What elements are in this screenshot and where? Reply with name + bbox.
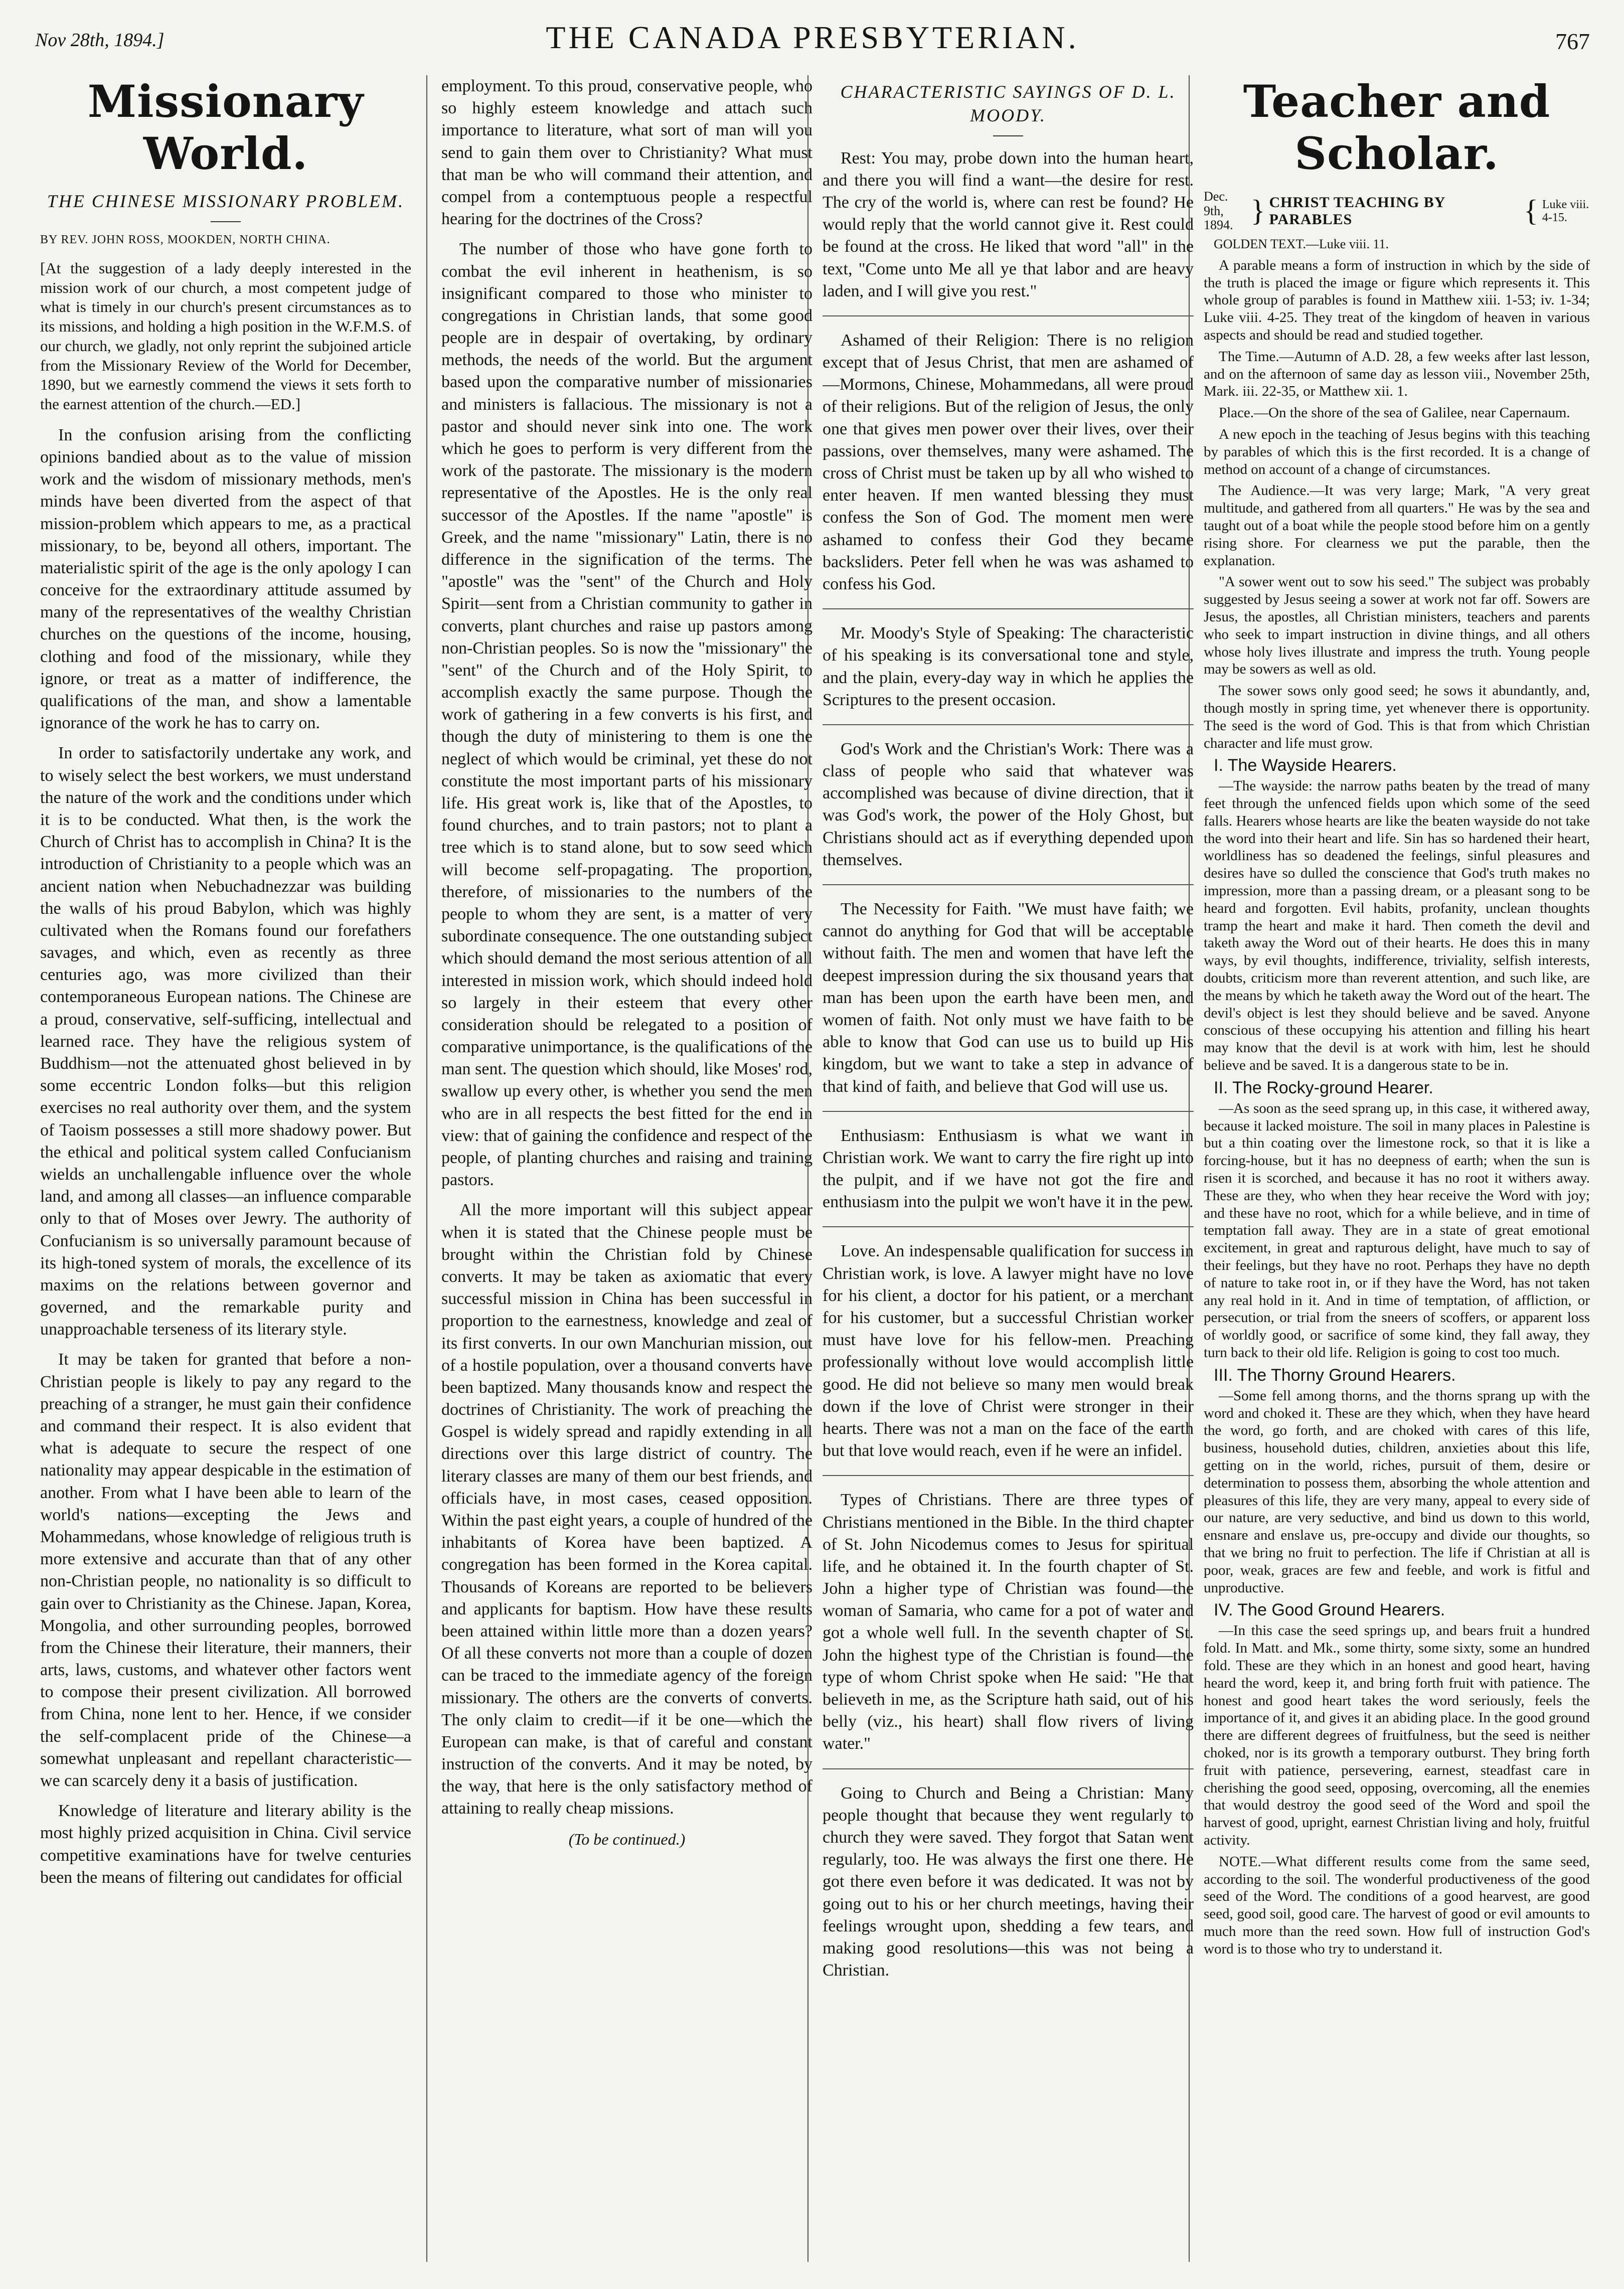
brace-icon: } bbox=[1250, 194, 1265, 228]
paragraph: In the confusion arising from the conflicting opinions bandied about as to the value of mission work and the wisdom of missionary methods, men's minds have been diverted from the aspect of that mission-problem which appears to me, as a practical missionary, to be, beyond all others, important. The materialistic spirit of the age is the only apology I can conceive for the extraordinary attitude assumed by many of the representatives of the wealthy Christian churches on the questions of the income, housing, clothing and food of the missionary, while they ignore, or treat as a matter of indifference, the qualifications of the man, and show a lamentable ignorance of the work he has to carry on. bbox=[40, 425, 411, 733]
paragraph: The sower sows only good seed; he sows it abundantly, and, though mostly in spring time, yet whenever there is opportunity. The seed is the word of God. This is that from which Christian character and life must grow. bbox=[1204, 683, 1590, 751]
paragraph: Place.—On the shore of the sea of Galilee, near Capernaum. bbox=[1219, 405, 1570, 421]
title-rule bbox=[211, 221, 241, 222]
section-heading: Teacher and Scholar. bbox=[1243, 75, 1551, 180]
paragraph: The Time.—Autumn of A.D. 28, a few weeks after last lesson, and on the afternoon of same day as lesson viii., November 25th, Mark. iii. 22-35, or Matthew xii. 1. bbox=[1204, 348, 1590, 400]
paragraph: The Audience.—It was very large; Mark, "A very great multitude, and gathered from all quarters." He was by the sea and taught out of a boat while the people stood before him on a gently rising shore. For clearness we put the parable, then the explanation. bbox=[1204, 482, 1590, 569]
lesson-date: Dec. 9th, 1894. bbox=[1204, 189, 1233, 233]
lesson-title: CHRIST TEACHING BY PARABLES bbox=[1269, 194, 1445, 228]
saying: Rest: You may, probe down into the human heart, and there you will find a want—the desire for rest. The cry of the world is, where can rest be found? He would reply that the world cannot give it. Rest could be found at the cross. He liked that word "all" in the text, "Come unto Me all ye that labor and are heavy laden, and I will give you rest." bbox=[823, 148, 1194, 300]
lesson-header bbox=[1204, 190, 1590, 233]
paragraph: A parable means a form of instruction in which by the side of the truth is placed the image or figure which represents it. This whole group of parables is found in Matthew xiii. 1-53; iv. 1-34; Luke viii. 4-25. They treat of the kingdom of heaven in various aspects and should be read and studied together. bbox=[1204, 257, 1590, 343]
masthead bbox=[35, 19, 1590, 59]
column-rule bbox=[426, 75, 427, 2262]
paragraph: In order to satisfactorily undertake any work, and to wisely select the best workers, we must understand the nature of the work and the conditions under which it is to be conducted. What then, is the work the Church of Christ has to accomplish in China? It is the introduction of Christianity to a people which was an ancient nation when Nebuchadnezzar was building the walls of his proud Babylon, which was highly cultivated when the Romans found our forefathers savages, and which, even as recently as three centuries ago, was more civilized than their contemporaneous European nations. The Chinese are a proud, conservative, self-sufficing, intellectual and learned race. They have the religious system of Buddhism—not the attenuated ghost believed in by some eccentric London folks—but this religion exercises no real authority over them, and the system of Taoism possesses a still more shadowy power. But the ethical and political system called Confucianism wields an unchallengable influence over the whole land, and among all classes—an influence comparable only to that of Moses over Jewry. The authority of Confucianism is so universally paramount because of its high-toned system of morals, the excellence of its maxims on the relations between governor and governed, and the remarkable purity and unapproachable terseness of its literary style. bbox=[40, 744, 411, 1339]
separator bbox=[823, 1111, 1194, 1112]
golden-text: GOLDEN TEXT.—Luke viii. 11. bbox=[1214, 236, 1389, 251]
saying: Ashamed of their Religion: There is no religion except that of Jesus Christ, that men are ashamed of—Mormons, Chinese, Mohammedans, all were proud of their religions. But of the religion of Jesus, the only one that gives men power over their lives, over their passions, over themselves, many were ashamed. The cross of Christ must be taken up by all who wished to enter heaven. If men wanted blessing they must confess the Son of God. The moment men were ashamed to confess their God they became backsliders. Peter fell when he was was ashamed to confess his God. bbox=[823, 331, 1194, 593]
separator bbox=[823, 1475, 1194, 1476]
subheading: II. The Rocky-ground Hearer. bbox=[1214, 1078, 1433, 1097]
paragraph: A new epoch in the teaching of Jesus begins with this teaching by parables of which this is the first recorded. It is a change of method on account of a change of circumstances. bbox=[1204, 426, 1590, 477]
issue-date: Nov 28th, 1894.] bbox=[35, 30, 165, 51]
paragraph: —Some fell among thorns, and the thorns sprang up with the word and choked it. These are they which, when they have heard the word, go forth, and are choked with cares of this life, business, household duties, children, anxieties about this life, getting on in the world, riches, pursuit of them, desire or determination to possess them, absorbing the whole attention and pleasures of this life, they are very many, appeal to every side of our nature, are very seductive, and bind us down to this world, ensnare and enslave us, pre-occupy and divide our thoughts, so that we bring no fruit to perfection. The life if Christian at all is poor, weak, graces are few and feeble, and work is fitful and unproductive. bbox=[1204, 1387, 1590, 1596]
note-paragraph: NOTE.—What different results come from the same seed, according to the soil. The wonderful productiveness of the good seed of the Word. The conditions of a good hearvest, are good seed, good soil, good care. The harvest of good or evil amounts to much more than the reed sown. How full of instruction God's word is to those who try to understand it. bbox=[1204, 1853, 1590, 1957]
paragraph: It may be taken for granted that before a non-Christian people is likely to pay any regard to the preaching of a stranger, he must gain their confidence and command their respect. It is also evident that what is adequate to secure the respect of one nationality may appear despicable in the estimation of another. From what I have been able to learn of the world's nations—excepting the Jews and Mohammedans, whose knowledge of religious truth is more extensive and accurate than that of any other non-Christian people, no nationality is so difficult to gain over to Christianity as the Chinese. Japan, Korea, Mongolia, and other surrounding peoples, borrowed from the Chinese their literature, their manners, their arts, laws, customs, and whatever other factors went to compose their present civilization. All borrowed from China, none lent to her. Hence, if we consider the self-complacent pride of the Chinese—a somewhat unpleasant and repellant characteristic—we can scarcely deny it a basis of justification. bbox=[40, 1350, 411, 1790]
saying: Love. An indespensable qualification for success in Christian work, is love. A lawyer might have no love for his client, a doctor for his patient, or a merchant for his customer, but a successful Christian worker must have love for his fellow-men. Preaching professionally without love would accomplish little good. He did not believe so many men would break down if the love of Christ were stronger in their hearts. There was not a man on the face of the earth but that love would reach, even if he were an infidel. bbox=[823, 1242, 1194, 1460]
paragraph: All the more important will this subject appear when it is stated that the Chinese people must be brought within the Christian fold by Chinese converts. It may be taken as axiomatic that every successful mission in China has been successful in proportion to the earnestness, knowledge and zeal of its first converts. In our own Manchurian mission, out of a hostile population, over a thousand converts have been baptized. Many thousands know and respect the doctrines of Christianity. The work of preaching the Gospel is widely spread and rapidly extending in all directions over this large district of country. The literary classes are many of them our best friends, and officials have, in most cases, ceased opposition. Within the past eight years, a couple of hundred of the inhabitants of Korea have been baptized. A congregation has been formed in the Korea capital. Thousands of Koreans are reported to be believers and applicants for baptism. How have these results been attained within little more than a dozen years? Of all these converts not more than a couple of dozen can be traced to the immediate agency of the foreign missionary. The others are the converts of converts. The only claim to credit—if it be one—which the European can make, is that of careful and constant instruction of the converts. And it may be noted, by the way, that here is the only satisfactory method of attaining to really cheap missions. bbox=[441, 1201, 813, 1818]
separator bbox=[823, 1226, 1194, 1227]
editor-intro: [At the suggestion of a lady deeply interested in the mission work of our church, a most competent judge of what is timely in our church's present circumstances as to its missions, and holding a high position in the W.F.M.S. of our church, we gladly, not only reprint the subjoined article from the Missionary Review of the World for December, 1890, but we earnestly commend the views it sets forth to the earnest attention of the church.—ED.] bbox=[40, 259, 411, 413]
subheading: I. The Wayside Hearers. bbox=[1214, 756, 1397, 775]
column-article-continued bbox=[441, 75, 813, 2262]
brace-icon: { bbox=[1524, 194, 1538, 228]
paragraph: "A sower went out to sow his seed." The subject was probably suggested by Jesus seeing a sower at work not far off. Sowers are Jesus, the apostles, all Christian ministers, teachers and parents who seek to impart instruction in divine things, and all others whose holy lives illustrate and impress the truth. Young people may be sowers as well as old. bbox=[1204, 574, 1590, 678]
article-title: THE CHINESE MISSIONARY PROBLEM. bbox=[47, 191, 405, 211]
column-missionary-world bbox=[40, 75, 411, 2262]
separator bbox=[823, 608, 1194, 609]
subheading: IV. The Good Ground Hearers. bbox=[1214, 1600, 1445, 1620]
saying: Enthusiasm: Enthusiasm is what we want in Christian work. We want to carry the fire right up into the pulpit, and if we have not got the fire and enthusiasm into the pulpit we won't have it in the pew. bbox=[823, 1126, 1194, 1212]
saying: God's Work and the Christian's Work: There was a class of people who said that whatever was accomplished was because of divine direction, that it was God's work, the power of the Holy Ghost, but Christians should act as if everything depended upon themselves. bbox=[823, 739, 1194, 869]
saying: The Necessity for Faith. "We must have faith; we cannot do anything for God that will be acceptable without faith. The men and women that have left the deepest impression during the six thousand years that man has been upon the earth have been men, and women of faith. Not only must we have faith to be able to know that God can use us to build up His kingdom, but we want to take a step in advance of that kind of faith, and believe that God will use us. bbox=[823, 900, 1194, 1096]
saying: Mr. Moody's Style of Speaking: The characteristic of his speaking is its conversational tone and style, and the plain, every-day way in which he applies the Scriptures to the present occasion. bbox=[823, 624, 1194, 709]
separator bbox=[823, 1768, 1194, 1769]
separator bbox=[823, 884, 1194, 885]
title-rule bbox=[993, 135, 1023, 136]
subheading: III. The Thorny Ground Hearers. bbox=[1214, 1365, 1456, 1385]
column-teacher-scholar bbox=[1204, 75, 1590, 2262]
separator bbox=[823, 724, 1194, 725]
column-moody-sayings bbox=[823, 75, 1194, 2262]
paragraph: —The wayside: the narrow paths beaten by the tread of many feet through the unfenced fields upon which some of the seed falls. Hearers whose hearts are like the beaten wayside do not take the word into their heart and life. Sin has so hardened their heart, worldliness has so deadened the feelings, sinful pleasures and desires have so dulled the conscience that God's truth makes no impression, more than a passing dream, or a pleasant song to be heard and forgotten. Evil habits, profanity, unclean thoughts tramp the heart and make it hard. Then cometh the devil and taketh away the Word out of their hearts. He does this in many ways, by evil thoughts, indifference, triviality, selfish interests, doubts, criticism more than reverent attention, and such like, are the means by which he taketh away the Word out of the heart. The devil's object is lest they should believe and be saved. Anyone conscious of these occupying his attention and filling his heart may know that the devil is at work with him, lest he should believe and be saved. It is a dangerous state to be in. bbox=[1204, 778, 1590, 1074]
saying: Types of Christians. There are three types of Christians mentioned in the Bible. In the third chapter of St. John Nicodemus comes to Jesus for spiritual life, and he obtained it. In the fourth chapter of St. John a higher type of Christian was found—the woman of Samaria, who came for a pot of water and got a whole well full. In the seventh chapter of St. John the highest type of the Christian is found—the type of whom Christ spoke when He said: "He that believeth in me, as the Scripture hath said, out of his belly (viz., his heart) shall flow rivers of living water." bbox=[823, 1491, 1194, 1753]
paragraph: —As soon as the seed sprang up, in this case, it withered away, because it lacked moisture. The soil in many places in Palestine is but a thin coating over the limestone rock, so that it is like a forcing-house, but it has no deepness of earth; when the sun is risen it is scorched, and because it has no root it withers away. These are they, who when they hear receive the Word with joy; and these have no root, which for a while believe, and in time of temptation fall away. They are in a state of great emotional excitement, in great and rapturous delight, have much to say of their feelings, but they have no root. Perhaps they have no depth of nature to take root in, or if they have the Word, has not taken any real hold in it. And in time of temptation, of affliction, or persecution, or trial from the sneers of scoffers, or apparent loss of worldly good, or sacrifice of some kind, they fall away, they turn back to their old life. Religion is going to cost too much. bbox=[1204, 1100, 1590, 1361]
paragraph: Knowledge of literature and literary ability is the most highly prized acquisition in China. Civil service competitive examinations have for twelve centuries been the means of filtering out candidates for official bbox=[40, 1802, 411, 1887]
separator bbox=[823, 315, 1194, 316]
page-number: 767 bbox=[1555, 29, 1590, 54]
continued-note: (To be continued.) bbox=[568, 1830, 686, 1848]
saying: Going to Church and Being a Christian: Many people thought that because they went regularly to church they were saved. They forgot that Satan went regularly, too. He was always the first one there. He got there even before it was dedicated. It was not by going out to his or her church meetings, having their feelings wrought upon, shedding a few tears, and making good resolutions—this was not being a Christian. bbox=[823, 1783, 1194, 1980]
paragraph: The number of those who have gone forth to combat the evil inherent in heathenism, is so insignificant compared to those who minister to congregations in Christian lands, that some good people are in despair of overtaking, by ordinary methods, the needs of the world. But the argument based upon the comparative number of missionaries and ministers is fallacious. The missionary is not a pastor and should never sink into one. The work which he goes to perform is very different from the work of the pastorate. The missionary is the modern representative of the Apostles. He is the only real successor of the Apostles. If the name "apostle" is Greek, and the name "missionary" Latin, there is no difference in the signification of the terms. The "apostle" was the "sent" of the Church and Holy Spirit—sent from a Christian community to gather in converts, plant churches and raise up pastors among non-Christian peoples. So is now the "missionary" the "sent" of the Church and of the Holy Spirit, to accomplish exactly the same purpose. Though the work of gathering in a few converts is his first, and though the duty of ministering to them is one the neglect of which would be criminal, yet these do not constitute the most important parts of his missionary life. His great work is, like that of the Apostles, to found churches, and to train pastors; not to plant a tree which is to stand alone, but to sow seed which will become self-propagating. The proportion, therefore, of missionaries to the numbers of the people to whom they are sent, is a matter of very subordinate consequence. The one outstanding subject which should demand the most serious attention of all interested in mission work, which should indeed hold so largely in their esteem that every other consideration should be relegated to a position of comparative unimportance, is the qualifications of the man sent. The question which should, like Moses' rod, swallow up every other, is whether you send the men who are in all respects the best fitted for the end in view: that of gaining the confidence and respect of the people, of planting churches and raising and training pastors. bbox=[441, 240, 813, 1190]
paper-title: THE CANADA PRESBYTERIAN. bbox=[546, 20, 1079, 55]
paragraph: —In this case the seed springs up, and bears fruit a hundred fold. In Matt. and Mk., some thirty, some sixty, some an hundred fold. These are they which in an honest and good heart, having heard the word, keep it, and bring forth fruit with patience. The honest and good heart takes the word seriously, feels the importance of it, and gives it an abiding place. In the good ground there are different degrees of fruitfulness, but the seed is neither choked, nor is its growth a temporary outburst. They bring forth fruit with patience, persevering, earnest, steadfast care in cherishing the good seed, opposing, overcoming, all the enemies that would destroy the good seed of the Word and spoil the harvest of good, upright, earnest Christian living and holy, fruitful activity. bbox=[1204, 1622, 1590, 1848]
lesson-reference: Luke viii. 4-15. bbox=[1542, 198, 1589, 224]
paragraph: employment. To this proud, conservative people, who so highly esteem knowledge and attach such importance to literature, what sort of man will you send to gain them over to Christianity? What must that man be who will command their attention, and compel from a contemptuous people a respectful hearing for the doctrines of the Cross? bbox=[441, 77, 813, 229]
section-heading: Missionary World. bbox=[87, 75, 364, 180]
article-title: CHARACTERISTIC SAYINGS OF D. L. MOODY. bbox=[840, 82, 1176, 125]
byline: BY REV. JOHN ROSS, MOOKDEN, NORTH CHINA. bbox=[40, 233, 331, 246]
